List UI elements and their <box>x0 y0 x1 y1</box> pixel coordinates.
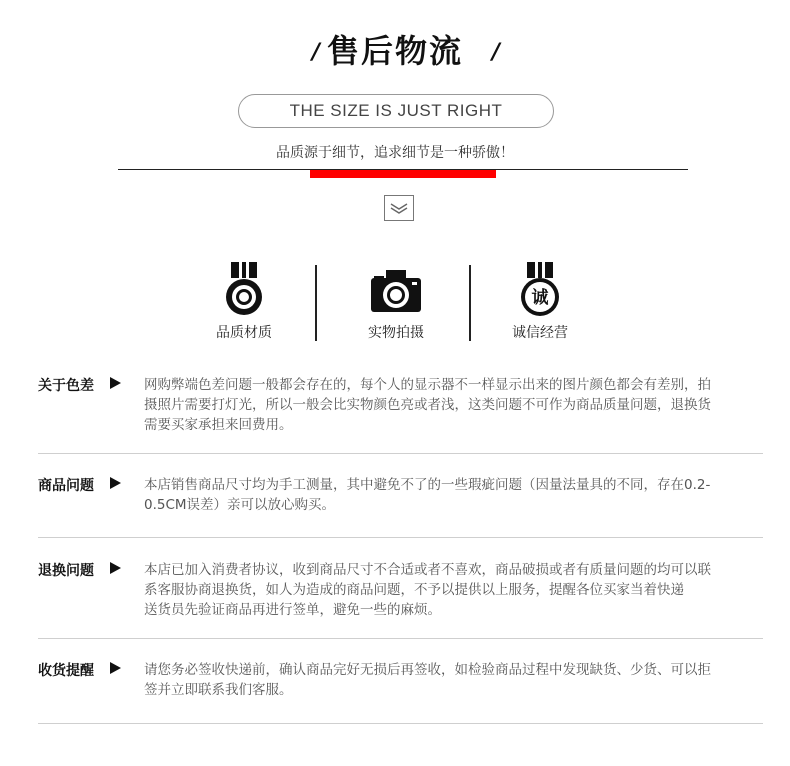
tagline: 品质源于细节，追求细节是一种骄傲！ <box>276 145 514 161</box>
section-title: 商品问题 <box>38 478 94 494</box>
feature-divider <box>315 265 317 341</box>
feature-quality <box>174 260 314 350</box>
medal-honesty-icon <box>515 260 565 318</box>
section-title: 收货提醒 <box>38 663 94 679</box>
page-header <box>0 26 790 76</box>
title-slash-right: / <box>492 40 501 65</box>
page-title: 售后物流 <box>326 32 463 70</box>
accent-bar <box>310 170 496 178</box>
play-arrow-icon <box>110 477 121 489</box>
section-title: 退换问题 <box>38 563 94 579</box>
feature-label: 品质材质 <box>216 325 272 341</box>
feature-label: 诚信经营 <box>512 325 568 341</box>
play-arrow-icon <box>110 662 121 674</box>
medal-ring-icon <box>219 260 269 318</box>
chevron-down-icon <box>384 195 414 221</box>
feature-label: 实物拍摄 <box>368 325 424 341</box>
section-title: 关于色差 <box>38 378 94 394</box>
section-divider <box>38 723 763 724</box>
badge-text: 诚 <box>531 288 549 308</box>
section-text: 请您务必签收快递前，确认商品完好无损后再签收，如检验商品过程中发现缺货、少货、可以拒 签并立即联系我们客服。 <box>144 662 711 698</box>
play-arrow-icon <box>110 377 121 389</box>
section-divider <box>38 638 763 639</box>
section-divider <box>38 453 763 454</box>
section-divider <box>38 537 763 538</box>
camera-icon <box>368 260 424 318</box>
section-text: 本店已加入消费者协议，收到商品尺寸不合适或者不喜欢，商品破损或者有质量问题的均可以联 系客服协商退换货，如人为造成的商品问题，不予以提供以上服务，提醒各位买家当着快递 送货员先验证商品再进行签单，避免一些的麻烦。 <box>144 562 711 618</box>
size-pill: THE SIZE IS JUST RIGHT <box>238 94 554 128</box>
section-text: 本店销售商品尺寸均为手工测量，其中避免不了的一些瑕疵问题（因量法量具的不同，存在0.2- 0.5CM误差）亲可以放心购买。 <box>144 477 711 513</box>
feature-photo <box>326 260 466 350</box>
title-slash-left: / <box>312 40 321 65</box>
section-text: 网购弊端色差问题一般都会存在的，每个人的显示器不一样显示出来的图片颜色都会有差别，拍 摄照片需要打灯光，所以一般会比实物颜色亮或者浅，这类问题不可作为商品质量问题，退换货 需要买家承担来回费用。 <box>144 377 711 433</box>
feature-honesty <box>470 260 610 350</box>
play-arrow-icon <box>110 562 121 574</box>
